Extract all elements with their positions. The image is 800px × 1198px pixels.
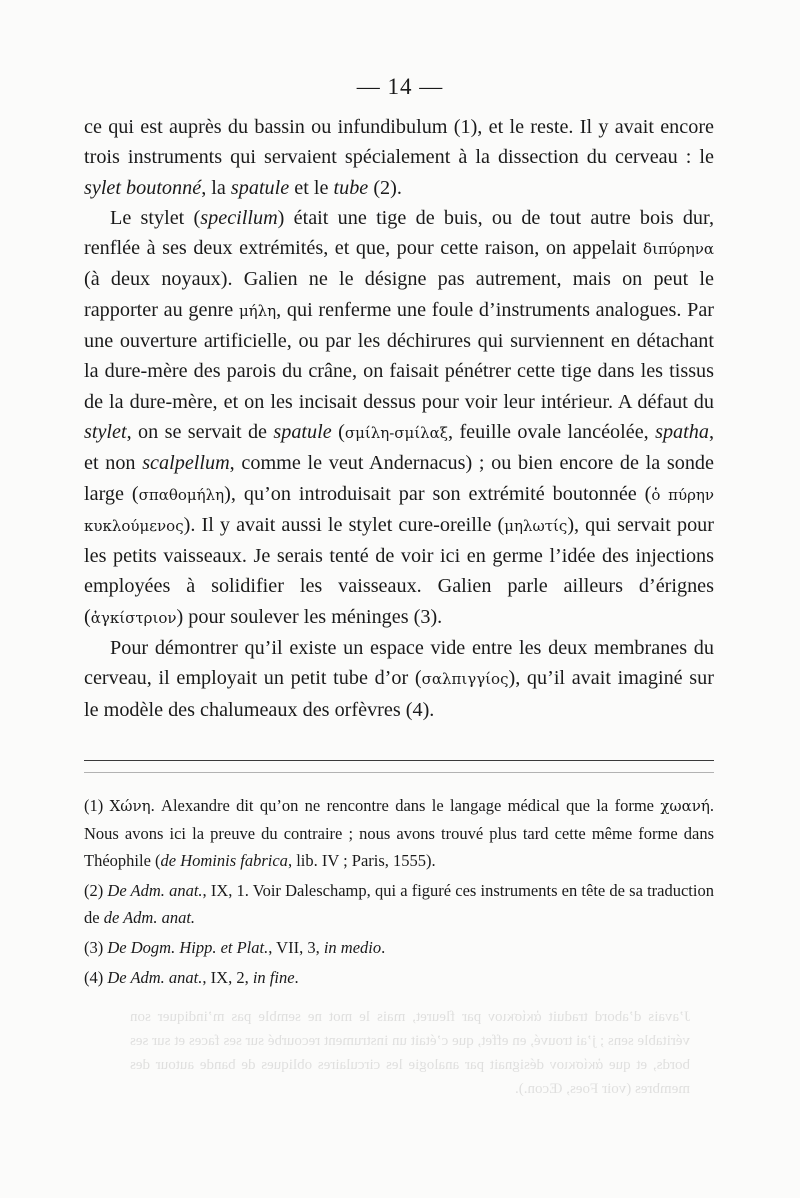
term-spatule: spatule [273, 420, 332, 443]
term-sylet-boutonne: sylet boutonné [84, 176, 202, 199]
body-text [84, 112, 714, 725]
footnote-2: (2) De Adm. anat., IX, 1. Voir Daleschamp, qui a figuré ces instruments en tête de sa traduction de de Adm. anat. [84, 881, 714, 927]
footnote-divider [84, 760, 714, 761]
show-through-text: J’avais d’abord traduit ἀκίσκιον par fleuret, mais le mot ne semble pas m’indiquer son véritable sens ; j’ai trouvé, en effet, que c’était un instrument recourbé sur ses faces et sur ses bords, et que ἀκίσκιον désignait par analogie les circulaires obliques de bande autour des membres (voir Foes, Œcon.). [130, 1009, 690, 1097]
citation-locus: in fine [252, 968, 295, 987]
term-scalpellum: scalpellum [142, 452, 230, 475]
greek-word: ὁ πύρην κυκλούμενος [84, 485, 715, 535]
footnote-4: (4) De Adm. anat., IX, 2, in fine. [84, 968, 299, 987]
footnote-3: (3) De Dogm. Hipp. et Plat., VII, 3, in medio. [84, 938, 386, 957]
term-spatule: spatule [230, 176, 290, 199]
greek-word: μήλη [238, 301, 277, 320]
term-stylet: stylet [84, 420, 127, 443]
citation-title: de Hominis fabrica [160, 851, 288, 870]
paragraph-2: Le stylet (specillum) était une tige de buis, ou de tout autre bois dur, renflée à ses deux extrémités, et que, pour cette raison, on appelait διπύρηνα (à deux noyaux). Galien ne le désigne pas autrement, mais on peut le rapporter au genre μήλη, qui renferme une foule d’instruments analogues. Par une ouverture artificielle, ou par les déchirures qui surviennent en détachant la dure-mère des parois du crâne, on faisait pénétrer cette tige dans les tissus de la dure-mère, et on les incisait dessus pour voir leur intérieur. A défaut du stylet, on se servait de spatule (σμίλη-σμίλαξ, feuille ovale lancéolée, spatha, et non scalpellum, comme le veut Andernacus) ; ou bien encore de la sonde large (σπαθομήλη), qu’on introduisait par son extrémité boutonnée (ὁ πύρην κυκλούμενος). Il y avait aussi le stylet cure-oreille (μηλωτίς), qui servait pour les petits vaisseaux. Je serais tenté de voir ici en germe l’idée des injections employées à solidifier les vaisseaux. Galien parle ailleurs d’érignes (ἀγκίστριον) pour soulever les méninges (3). [84, 206, 715, 628]
citation-title: de Adm. anat. [103, 908, 196, 927]
greek-word: μηλωτίς [504, 516, 568, 535]
paragraph-3: Pour démontrer qu’il existe un espace vide entre les deux membranes du cerveau, il employait un petit tube d’or (σαλπιγγίος), qu’il avait imaginé sur le modèle des chalumeaux des orfèvres (4). [84, 637, 714, 721]
footnote-1: (1) Χώνη. Alexandre dit qu’on ne rencontre dans le langage médical que la forme χωανή. Nous avons ici la preuve du contraire ; nous avons trouvé plus tard cette même forme dans Théophile (de Hominis fabrica, lib. IV ; Paris, 1555). [84, 796, 714, 870]
greek-word: ἀγκίστριον [90, 608, 177, 627]
citation-locus: in medio [323, 938, 382, 957]
greek-word: Χώνη [109, 797, 151, 815]
citation-title: De Adm. anat. [107, 881, 203, 900]
citation-title: De Adm. anat. [107, 968, 203, 987]
footnotes [84, 792, 714, 994]
greek-word: σπαθομήλη [138, 485, 225, 504]
greek-word: σμίλη-σμίλαξ [344, 423, 449, 442]
greek-word: χωανή [660, 797, 710, 815]
citation-title: De Dogm. Hipp. et Plat. [107, 938, 269, 957]
term-tube: tube [333, 176, 369, 199]
greek-word: σαλπιγγίος [421, 670, 509, 689]
paragraph-1: ce qui est auprès du bassin ou infundibulum (1), et le reste. Il y avait encore trois instruments qui servaient spécialement à la dissection du cerveau : le sylet boutonné, la spatule et le tube (2). [84, 116, 714, 199]
term-specillum: specillum [200, 206, 278, 229]
footnote-divider-faint [84, 772, 714, 773]
greek-word: διπύρηνα [643, 240, 714, 259]
page-number: — 14 — [356, 74, 444, 99]
term-spatha: spatha [655, 420, 709, 443]
